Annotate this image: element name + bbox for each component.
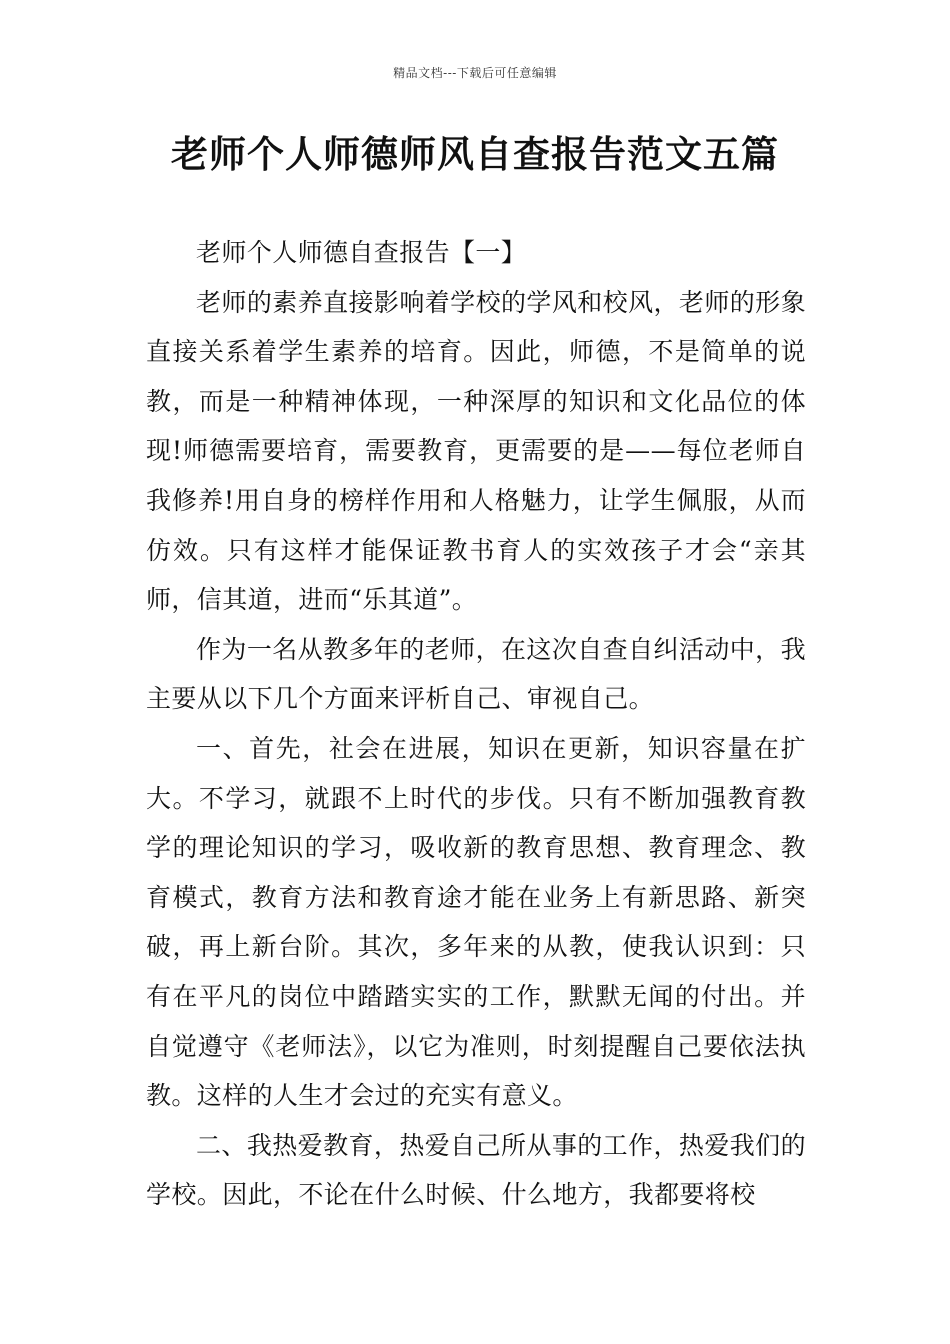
paragraph-2: 作为一名从教多年的老师，在这次自查自纠活动中，我主要从以下几个方面来评析自己、审视自己。 <box>146 634 806 714</box>
paragraph-1: 老师的素养直接影响着学校的学风和校风，老师的形象直接关系着学生素养的培育。因此，师德，不是简单的说教，而是一种精神体现，一种深厚的知识和文化品位的体现!师德需要培育，需要教育，更需要的是——每位老师自我修养!用自身的榜样作用和人格魅力，让学生佩服，从而仿效。只有这样才能保证教书育人的实效孩子才会“亲其师，信其道，进而“乐其道”。 <box>146 287 806 615</box>
document-title: 老师个人师德师风自查报告范文五篇 <box>171 133 779 176</box>
paragraph-4: 二、我热爱教育，热爱自己所从事的工作，热爱我们的学校。因此，不论在什么时候、什么地方，我都要将校 <box>146 1130 806 1210</box>
section-heading: 老师个人师德自查报告【一】 <box>196 238 527 267</box>
header-note: 精品文档---下载后可任意编辑 <box>393 66 557 80</box>
paragraph-3: 一、首先，社会在进展，知识在更新，知识容量在扩大。不学习，就跟不上时代的步伐。只有不断加强教育教学的理论知识的学习，吸收新的教育思想、教育理念、教育模式，教育方法和教育途才能在业务上有新思路、新突破，再上新台阶。其次，多年来的从教，使我认识到：只有在平凡的岗位中踏踏实实的工作，默默无闻的付出。并自觉遵守《老师法》，以它为准则，时刻提醒自己要依法执教。这样的人生才会过的充实有意义。 <box>146 733 806 1111</box>
document-body <box>146 228 806 1220</box>
